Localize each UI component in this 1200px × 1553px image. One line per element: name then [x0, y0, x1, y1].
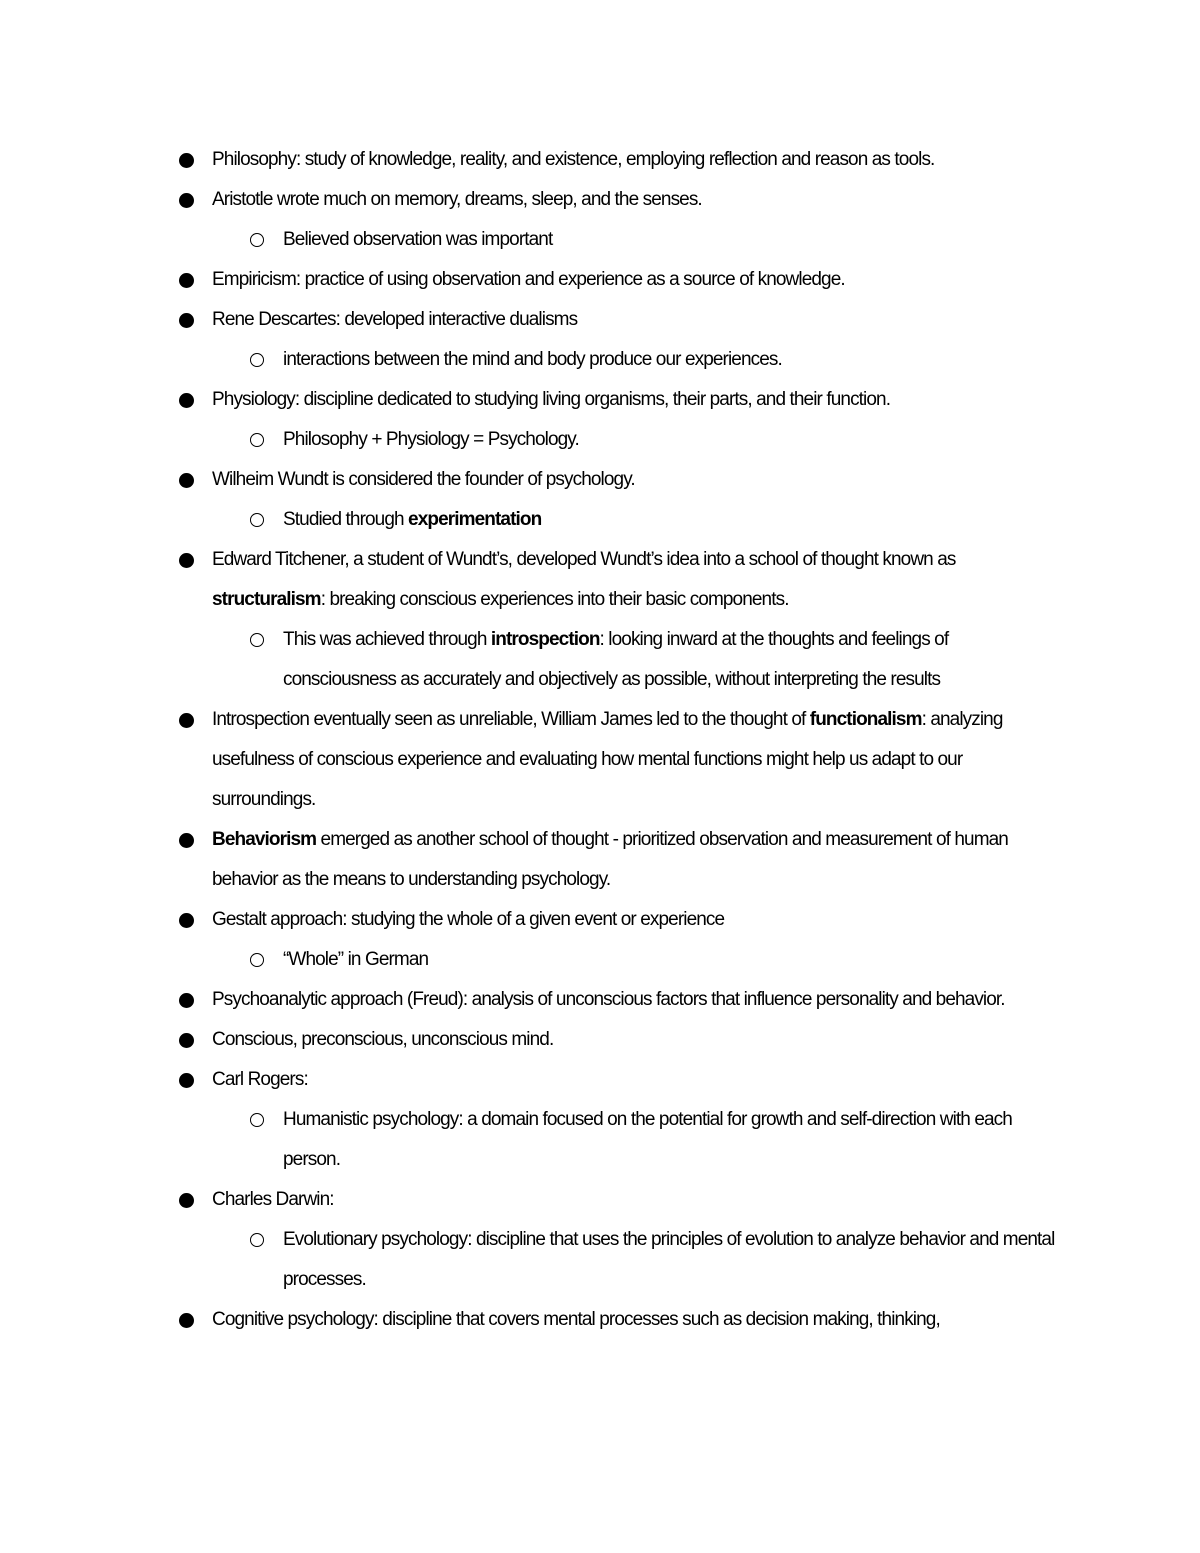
filled-bullet-icon	[176, 260, 196, 300]
bullet-item	[0, 700, 1052, 820]
sub-bullet-item	[0, 940, 1058, 980]
filled-bullet-icon	[176, 700, 196, 740]
bullet-item	[0, 540, 1052, 620]
bullet-item	[0, 1020, 1052, 1060]
bullet-item	[0, 460, 1052, 500]
bullet-text	[212, 389, 890, 410]
text-run: Conscious, preconscious, unconscious mind.	[212, 1029, 554, 1050]
hollow-bullet-icon	[246, 1220, 268, 1260]
bullet-item	[0, 900, 1052, 940]
text-run: Edward Titchener, a student of Wundt’s, developed Wundt’s idea into a school of thought known as	[212, 549, 956, 570]
text-run: : analyzing usefulness of conscious experience and evaluating how mental functions might help us adapt to our surroundings.	[212, 709, 1003, 810]
sub-bullet-item	[0, 1220, 1058, 1300]
text-run: emerged as another school of thought - prioritized observation and measurement of human behavior as the means to understanding psychology.	[212, 829, 1008, 890]
text-run: This was achieved through	[283, 629, 491, 650]
bullet-text	[212, 189, 702, 210]
text-run: Psychoanalytic approach (Freud): analysis of unconscious factors that influence personality and behavior.	[212, 989, 1005, 1010]
filled-bullet-icon	[176, 1180, 196, 1220]
bullet-notes-list	[0, 140, 1200, 1340]
bullet-text	[212, 1069, 308, 1090]
filled-bullet-icon	[176, 820, 196, 860]
bullet-text	[283, 949, 428, 970]
bullet-item	[0, 820, 1052, 900]
bold-term: structuralism	[212, 589, 321, 610]
text-run: interactions between the mind and body produce our experiences.	[283, 349, 782, 370]
text-run: Wilheim Wundt is considered the founder of psychology.	[212, 469, 635, 490]
hollow-bullet-icon	[246, 220, 268, 260]
sub-bullet-item	[0, 220, 1058, 260]
bold-term: Behaviorism	[212, 829, 317, 850]
bullet-item	[0, 180, 1052, 220]
text-run: “Whole” in German	[283, 949, 429, 970]
text-run: Physiology: discipline dedicated to studying living organisms, their parts, and their function.	[212, 389, 891, 410]
text-run: Rene Descartes: developed interactive dualisms	[212, 309, 578, 330]
bullet-item	[0, 260, 1052, 300]
bullet-text	[212, 709, 1003, 810]
hollow-bullet-icon	[246, 500, 268, 540]
bullet-item	[0, 380, 1052, 420]
sub-bullet-item	[0, 500, 1058, 540]
text-run: : breaking conscious experiences into their basic components.	[320, 589, 789, 610]
filled-bullet-icon	[176, 380, 196, 420]
filled-bullet-icon	[176, 900, 196, 940]
bullet-text	[212, 549, 955, 610]
bullet-text	[212, 1029, 553, 1050]
filled-bullet-icon	[176, 460, 196, 500]
text-run: Believed observation was important	[283, 229, 553, 250]
filled-bullet-icon	[176, 180, 196, 220]
bullet-text	[212, 989, 1005, 1010]
text-run: Introspection eventually seen as unreliable, William James led to the thought of	[212, 709, 810, 730]
text-run: Carl Rogers:	[212, 1069, 308, 1090]
sub-bullet-item	[0, 1100, 1058, 1180]
bullet-text	[283, 1109, 1012, 1170]
text-run: Studied through	[283, 509, 409, 530]
text-run: Evolutionary psychology: discipline that uses the principles of evolution to analyze behavior and mental processes.	[283, 1229, 1055, 1290]
bullet-text	[283, 1229, 1054, 1290]
bullet-text	[283, 349, 782, 370]
bullet-item	[0, 1300, 1052, 1340]
bullet-item	[0, 140, 1052, 180]
hollow-bullet-icon	[246, 620, 268, 660]
text-run: Empiricism: practice of using observation and experience as a source of knowledge.	[212, 269, 845, 290]
bullet-text	[283, 509, 541, 530]
hollow-bullet-icon	[246, 1100, 268, 1140]
bold-term: introspection	[490, 629, 600, 650]
bullet-text	[212, 309, 577, 330]
bullet-text	[212, 149, 934, 170]
bullet-text	[283, 229, 552, 250]
text-run: Charles Darwin:	[212, 1189, 334, 1210]
filled-bullet-icon	[176, 300, 196, 340]
text-run: Philosophy + Physiology = Psychology.	[283, 429, 579, 450]
hollow-bullet-icon	[246, 420, 268, 460]
filled-bullet-icon	[176, 540, 196, 580]
bullet-text	[283, 629, 948, 690]
bullet-text	[212, 1309, 940, 1330]
text-run: Humanistic psychology: a domain focused on the potential for growth and self-direction with each person.	[283, 1109, 1012, 1170]
sub-bullet-item	[0, 340, 1058, 380]
filled-bullet-icon	[176, 980, 196, 1020]
bullet-text	[212, 269, 845, 290]
bullet-item	[0, 1180, 1052, 1220]
bullet-item	[0, 1060, 1052, 1100]
bullet-text	[283, 429, 579, 450]
text-run: Gestalt approach: studying the whole of a given event or experience	[212, 909, 725, 930]
bullet-text	[212, 1189, 334, 1210]
filled-bullet-icon	[176, 1020, 196, 1060]
text-run: Aristotle wrote much on memory, dreams, sleep, and the senses.	[212, 189, 702, 210]
bold-term: functionalism	[809, 709, 922, 730]
sub-bullet-item	[0, 620, 1058, 700]
text-run: Philosophy: study of knowledge, reality, and existence, employing reflection and reason as tools.	[212, 149, 935, 170]
filled-bullet-icon	[176, 1300, 196, 1340]
filled-bullet-icon	[176, 140, 196, 180]
bullet-text	[212, 829, 1008, 890]
bold-term: experimentation	[408, 509, 542, 530]
sub-bullet-item	[0, 420, 1058, 460]
bullet-text	[212, 909, 724, 930]
bullet-item	[0, 980, 1052, 1020]
hollow-bullet-icon	[246, 940, 268, 980]
filled-bullet-icon	[176, 1060, 196, 1100]
hollow-bullet-icon	[246, 340, 268, 380]
text-run: Cognitive psychology: discipline that covers mental processes such as decision making, thinking,	[212, 1309, 940, 1330]
bullet-item	[0, 300, 1052, 340]
text-run: : looking inward at the thoughts and feelings of consciousness as accurately and objectively as possible, without interpreting the results	[283, 629, 949, 690]
bullet-text	[212, 469, 635, 490]
